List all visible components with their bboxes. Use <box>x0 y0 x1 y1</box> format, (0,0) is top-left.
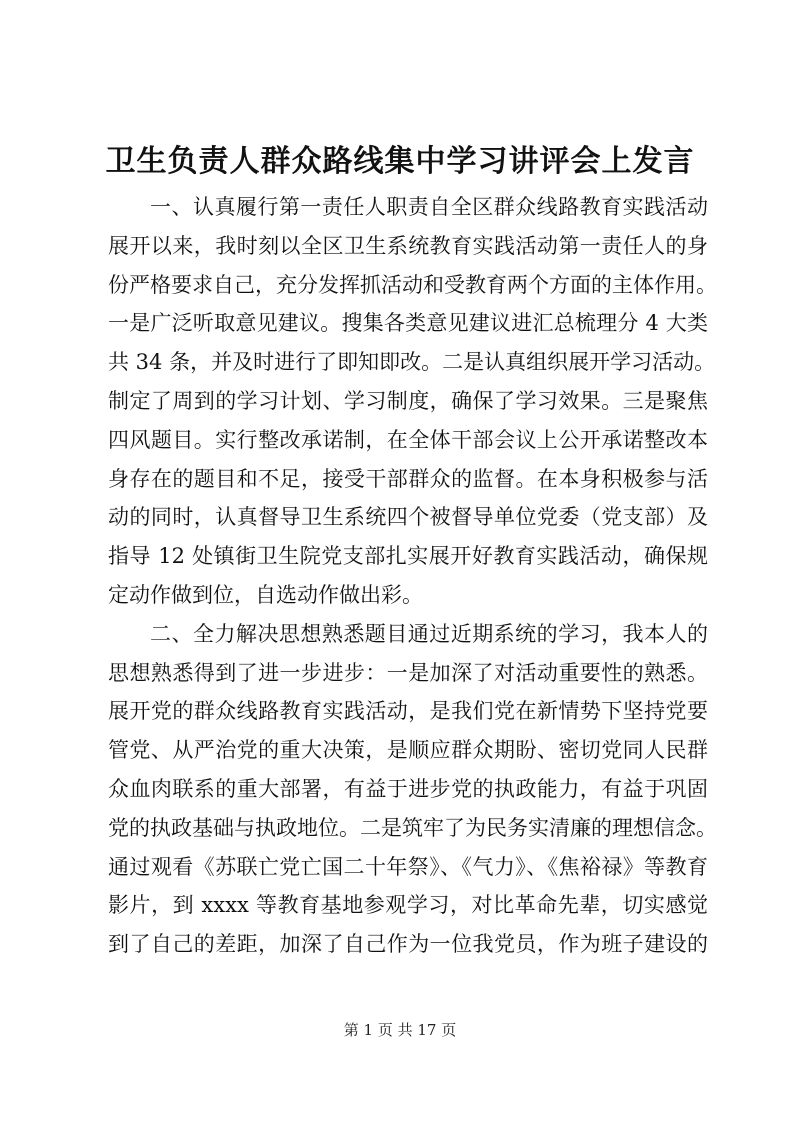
body-line: 党的执政基础与执政地位。二是筑牢了为民务实清廉的理想信念。 <box>108 815 717 840</box>
body-line: 指导 12 处镇街卫生院党支部扎实展开好教育实践活动，确保规 <box>108 544 708 569</box>
body-line: 展开以来，我时刻以全区卫生系统教育实践活动第一责任人的身 <box>108 233 708 258</box>
document-body <box>108 188 717 964</box>
body-line: 份严格要求自己，充分发挥抓活动和受教育两个方面的主体作用。 <box>108 272 717 297</box>
body-line: 展开党的群众线路教育实践活动，是我们党在新情势下坚持党要 <box>108 699 708 724</box>
body-line: 一、认真履行第一责任人职责自全区群众线路教育实践活动 <box>150 195 708 219</box>
body-line: 定动作做到位，自选动作做出彩。 <box>108 582 423 607</box>
body-line: 通过观看《苏联亡党亡国二十年祭》、《气力》、《焦裕禄》等教育 <box>108 854 708 879</box>
body-line: 影片，到 xxxx 等教育基地参观学习，对比革命先辈，切实感觉 <box>108 893 708 918</box>
body-line: 二、全力解决思想熟悉题目通过近期系统的学习，我本人的 <box>150 621 708 646</box>
body-line: 身存在的题目和不足，接受干部群众的监督。在本身积极参与活 <box>108 466 708 491</box>
document-title: 卫生负责人群众路线集中学习讲评会上发言 <box>105 144 695 179</box>
body-line: 共 34 条，并及时进行了即知即改。二是认真组织展开学习活动。 <box>108 350 716 375</box>
body-line: 到了自己的差距，加深了自己作为一位我党员，作为班子建设的 <box>108 932 708 957</box>
body-line: 四风题目。实行整改承诺制，在全体干部会议上公开承诺整改本 <box>108 427 708 452</box>
body-line: 管党、从严治党的重大决策，是顺应群众期盼、密切党同人民群 <box>108 738 708 763</box>
body-line: 思想熟悉得到了进一步进步：一是加深了对活动重要性的熟悉。 <box>108 660 708 685</box>
body-line: 众血肉联系的重大部署，有益于进步党的执政能力，有益于巩固 <box>108 776 708 801</box>
body-line: 一是广泛听取意见建议。搜集各类意见建议进汇总梳理分 4 大类 <box>108 311 708 336</box>
body-line: 动的同时，认真督导卫生系统四个被督导单位党委（党支部）及 <box>108 505 708 530</box>
page-number-footer: 第 1 页 共 17 页 <box>343 1021 457 1039</box>
body-line: 制定了周到的学习计划、学习制度，确保了学习效果。三是聚焦 <box>108 388 708 413</box>
